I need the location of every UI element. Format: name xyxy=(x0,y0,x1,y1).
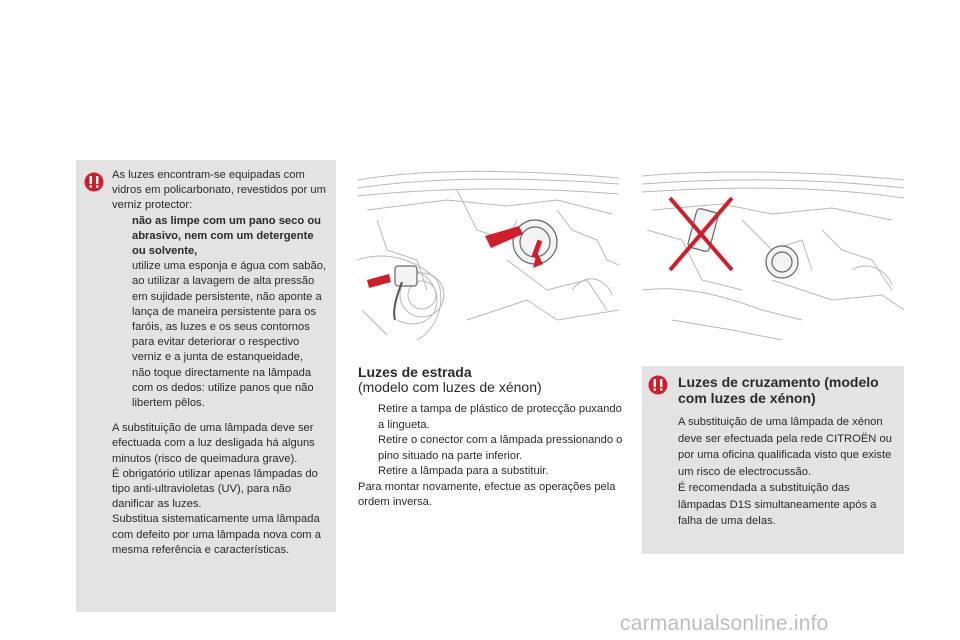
main-beam-illustration xyxy=(357,170,619,340)
dipped-beam-illustration xyxy=(642,170,904,340)
closing-text: Para montar novamente, efectue as operações pela ordem inversa. xyxy=(358,480,616,508)
warning-exclamation-icon xyxy=(648,375,668,395)
section-title-main-beam: Luzes de estrada xyxy=(358,364,472,380)
bullet-item: não as limpe com um pano seco ou abrasivo, nem com um detergente ou solvente, xyxy=(132,214,321,258)
step-list xyxy=(358,402,624,480)
care-bullet-list xyxy=(112,214,328,412)
step-item: Retire o conector com a lâmpada pressionando o pino situado na parte inferior. xyxy=(378,434,623,462)
replace-lamp-note: Substitua sistematicamente uma lâmpada com defeito por uma lâmpada nova com a mesma referência e características. xyxy=(112,513,321,556)
watermark: carmanualsonline.info xyxy=(620,612,829,635)
dipped-beam-text xyxy=(678,414,900,530)
step-item: Retire a lâmpada para a substituir. xyxy=(378,465,549,477)
bulb-replacement-note: A substituição de uma lâmpada deve ser efectuada com a luz desligada há alguns minutos (risco de queimadura grave). xyxy=(112,422,315,465)
uv-lamp-note: É obrigatório utilizar apenas lâmpadas do tipo anti-ultravioletas (UV), para não danificar as luzes. xyxy=(112,467,318,511)
bullet-item: utilize uma esponja e água com sabão, xyxy=(132,260,327,273)
section-title-dipped-beam: Luzes de cruzamento (modelo com luzes de xénon) xyxy=(678,374,879,406)
main-beam-instructions xyxy=(358,402,624,511)
intro-text: As luzes encontram-se equipadas com vidros em policarbonato, revestidos por um verniz protector: xyxy=(112,169,326,212)
headlamp-drawing-crossed xyxy=(642,170,904,340)
left-panel-text xyxy=(112,168,328,558)
bullet-item: não toque directamente na lâmpada com os dedos: utilize panos que não libertem pêlos. xyxy=(132,366,314,410)
warning-exclamation-icon xyxy=(84,172,104,192)
section-subtitle-main-beam: (modelo com luzes de xénon) xyxy=(358,379,542,395)
bullet-item: ao utilizar a lavagem de alta pressão em sujidade persistente, não aponte a lança de maneira persistente para os faróis, as luzes e os seus contornos para evitar deteriorar o respectivo verniz e a junta de estanqueidade, xyxy=(132,275,322,364)
headlamp-drawing xyxy=(357,170,619,340)
d1s-recommendation-text: É recomendada a substituição das lâmpadas D1S simultaneamente após a falha de uma delas. xyxy=(678,482,877,527)
xenon-warning-text: A substituição de uma lâmpada de xénon deve ser efectuada pela rede CITROËN ou por uma oficina qualificada visto que existe um risco de electrocussão. xyxy=(678,416,892,478)
step-item: Retire a tampa de plástico de protecção puxando a lingueta. xyxy=(378,403,622,431)
